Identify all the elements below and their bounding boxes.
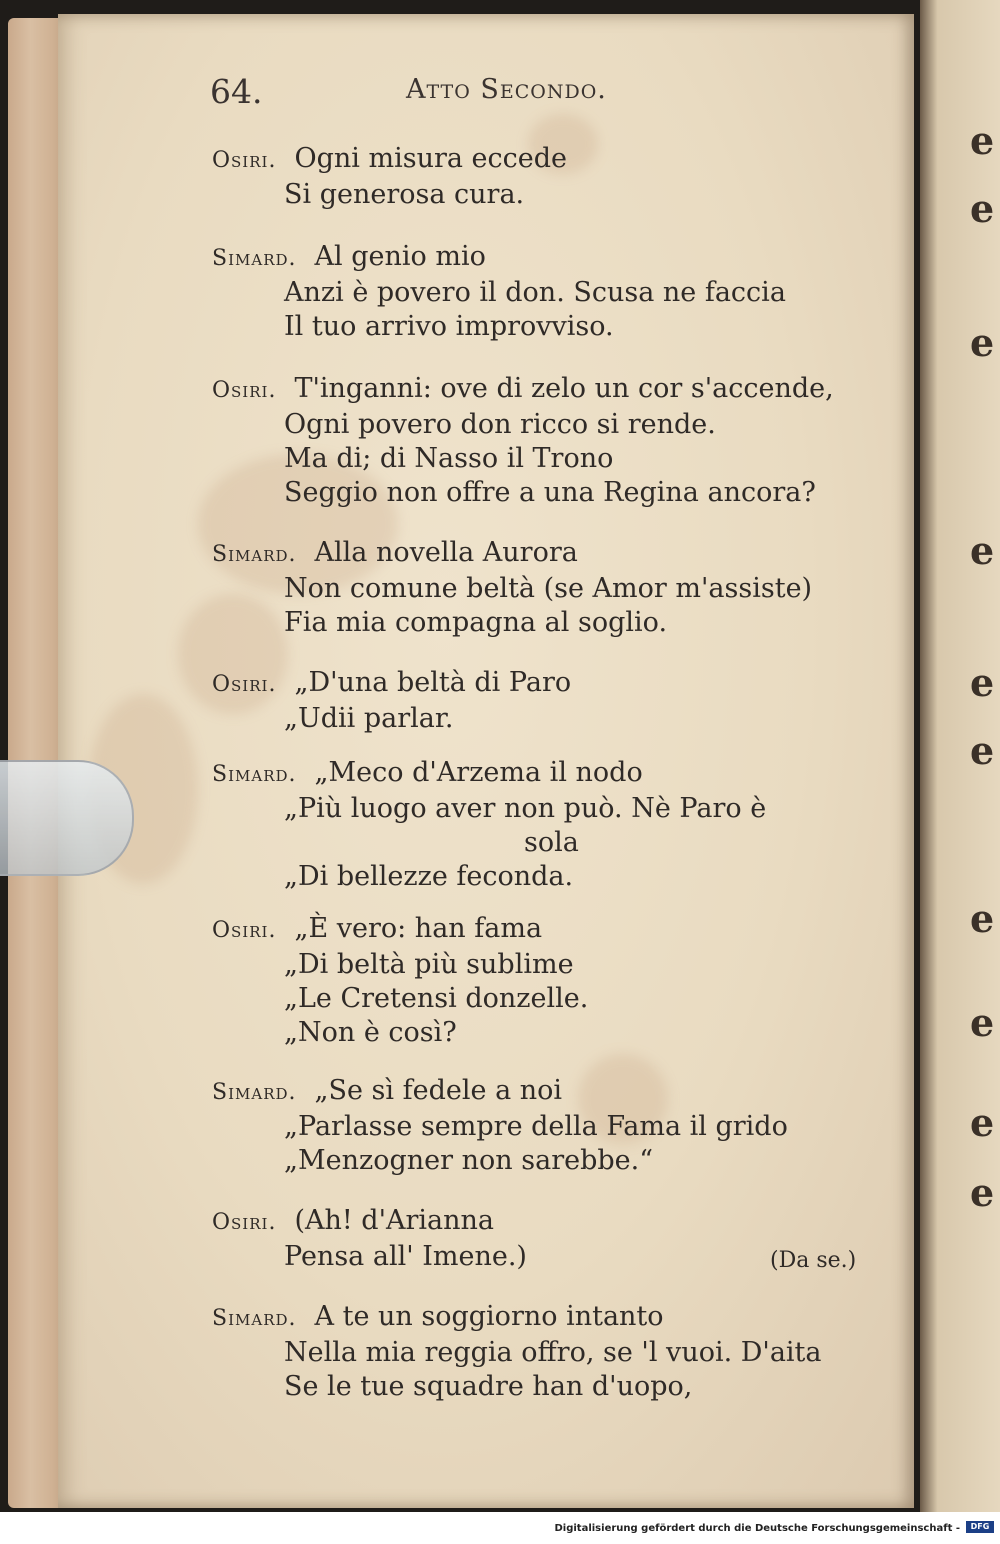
verse-line: „Di beltà più sublime (284, 949, 574, 980)
verse-line: A te un soggiorno intanto (314, 1301, 664, 1332)
speaker-name: Osiri. (212, 672, 277, 697)
verse-line: „Meco d'Arzema il nodo (314, 757, 643, 788)
facing-page-glyph: e (970, 1000, 995, 1045)
page-header (210, 72, 914, 116)
verse-line: „Se sì fedele a noi (314, 1075, 563, 1106)
verse-line: Anzi è povero il don. Scusa ne faccia (284, 277, 786, 308)
dialogue-block (212, 912, 588, 1050)
verse-line: Seggio non offre a una Regina ancora? (284, 477, 816, 508)
facing-page-glyph: e (970, 118, 995, 163)
speaker-name: Osiri. (212, 148, 277, 173)
dialogue-block (212, 142, 567, 212)
stage-direction: (Da se.) (770, 1248, 857, 1273)
funding-credit: Digitalisierung gefördert durch die Deutsche Forschungsgemeinschaft - (554, 1523, 960, 1534)
verse-line: Ma di; di Nasso il Trono (284, 443, 614, 474)
verse-line: Ogni povero don ricco si rende. (284, 409, 716, 440)
verse-line: Non comune beltà (se Amor m'assiste) (284, 573, 813, 604)
speaker-name: Osiri. (212, 378, 277, 403)
facing-page-glyph: e (970, 528, 995, 573)
speaker-name: Simard. (212, 1306, 297, 1331)
page-holder-clip (0, 760, 134, 876)
dialogue-block (212, 1204, 527, 1274)
speaker-name: Simard. (212, 762, 297, 787)
facing-page-glyph: e (970, 320, 995, 365)
dialogue-block (212, 240, 786, 344)
speaker-name: Osiri. (212, 1210, 277, 1235)
verse-line: Il tuo arrivo improvviso. (284, 311, 614, 342)
verse-line: Pensa all' Imene.) (284, 1241, 527, 1272)
verse-line: „Parlasse sempre della Fama il grido (284, 1111, 788, 1142)
facing-page-glyph: e (970, 660, 995, 705)
dialogue-block (212, 536, 812, 640)
dialogue-block (212, 756, 766, 894)
verse-line: „D'una beltà di Paro (294, 667, 572, 698)
speaker-name: Simard. (212, 542, 297, 567)
speaker-name: Simard. (212, 246, 297, 271)
verse-line: Se le tue squadre han d'uopo, (284, 1371, 693, 1402)
verse-line: „Di bellezze feconda. (284, 861, 574, 892)
dialogue-block (212, 666, 571, 736)
verse-line: Si generosa cura. (284, 179, 525, 210)
verse-line: Al genio mio (314, 241, 486, 272)
speaker-name: Osiri. (212, 918, 277, 943)
verse-line: sola (524, 827, 579, 858)
dialogue-block (212, 1300, 822, 1404)
verse-line: „Non è così? (284, 1017, 457, 1048)
verse-line: Ogni misura eccede (294, 143, 568, 174)
facing-page-glyph: e (970, 1100, 995, 1145)
verse-line: „Le Cretensi donzelle. (284, 983, 589, 1014)
running-head: Atto Secondo. (406, 74, 607, 105)
verse-line: „Menzogner non sarebbe.“ (284, 1145, 654, 1176)
verse-line: „Più luogo aver non può. Nè Paro è (284, 793, 767, 824)
verse-line: Alla novella Aurora (314, 537, 578, 568)
facing-page-glyph: e (970, 896, 995, 941)
verse-line: „Udii parlar. (284, 703, 454, 734)
dialogue-block (212, 372, 834, 510)
facing-page-glyph: e (970, 728, 995, 773)
verse-line: Fia mia compagna al soglio. (284, 607, 668, 638)
dialogue-block (212, 1074, 788, 1178)
verse-line: „È vero: han fama (294, 913, 543, 944)
speaker-name: Simard. (212, 1080, 297, 1105)
facing-page-glyph: e (970, 186, 995, 231)
page-number: 64. (210, 72, 263, 111)
verse-line: T'inganni: ove di zelo un cor s'accende, (294, 373, 834, 404)
facing-page-glyph: e (970, 1170, 995, 1215)
verse-line: Nella mia reggia offro, se 'l vuoi. D'aita (284, 1337, 822, 1368)
dfg-logo: DFG (966, 1521, 994, 1533)
digitization-footer (0, 1512, 1000, 1544)
verse-line: (Ah! d'Arianna (294, 1205, 495, 1236)
